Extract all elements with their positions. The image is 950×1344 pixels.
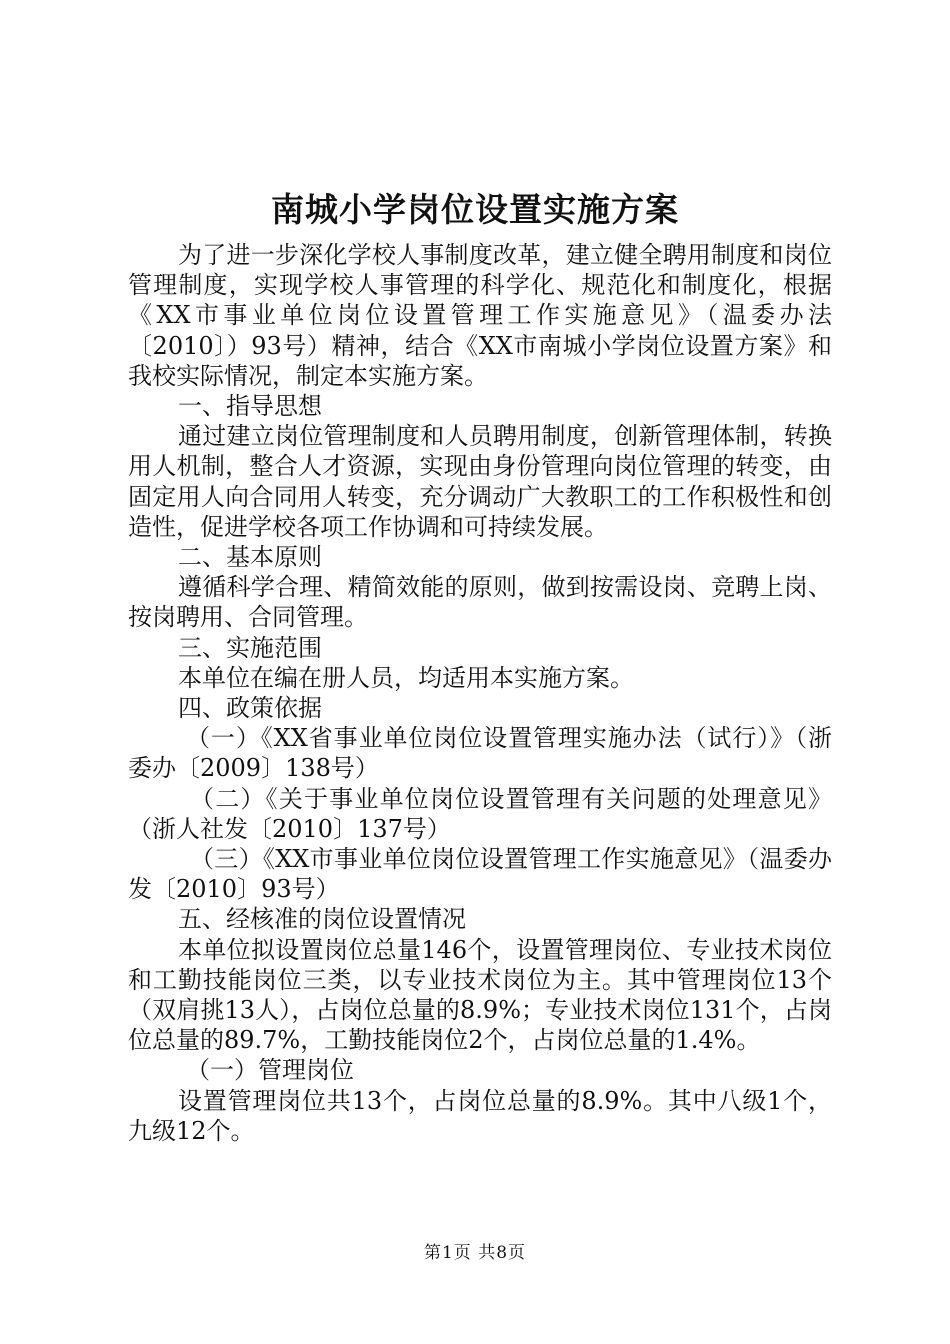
section-heading-guiding-thought: 一、指导思想: [178, 392, 322, 421]
section-heading-basic-principles: 二、基本原则: [178, 543, 322, 572]
policy-item-2: （二）《关于事业单位岗位设置管理有关问题的处理意见》（浙人社发〔2010〕137号）: [128, 784, 832, 843]
paragraph-scope: 本单位在编在册人员，均适用本实施方案。: [178, 663, 634, 692]
policy-item-1: （一）《XX省事业单位岗位设置管理实施办法（试行）》（浙委办〔2009〕138号）: [128, 724, 832, 783]
document-body: [128, 240, 832, 1146]
document-title: 南城小学岗位设置实施方案: [271, 190, 679, 229]
page-footer: 第1页 共8页: [423, 1243, 527, 1263]
paragraph-post-setting: 本单位拟设置岗位总量146个，设置管理岗位、专业技术岗位和工勤技能岗位三类，以专业技术岗位为主。其中管理岗位13个（双肩挑13人），占岗位总量的8.9%；专业技术岗位131个，占岗位总量的89.7%，工勤技能岗位2个，占岗位总量的1.4%。: [128, 935, 832, 1055]
paragraph-management-posts: 设置管理岗位共13个，占岗位总量的8.9%。其中八级1个，九级12个。: [128, 1086, 832, 1145]
paragraph-guiding-thought: 通过建立岗位管理制度和人员聘用制度，创新管理体制，转换用人机制，整合人才资源，实现由身份管理向岗位管理的转变，由固定用人向合同用人转变，充分调动广大教职工的工作积极性和创造性，促进学校各项工作协调和可持续发展。: [128, 422, 832, 541]
policy-item-3: （三）《XX市事业单位岗位设置管理工作实施意见》（温委办发〔2010〕93号）: [128, 845, 832, 904]
section-heading-post-setting: 五、经核准的岗位设置情况: [178, 905, 466, 934]
intro-paragraph: 为了进一步深化学校人事制度改革，建立健全聘用制度和岗位管理制度，实现学校人事管理的科学化、规范化和制度化，根据《XX市事业单位岗位设置管理工作实施意见》（温委办法〔2010〕）93号）精神，结合《XX市南城小学岗位设置方案》和我校实际情况，制定本实施方案。: [128, 241, 832, 390]
section-heading-policy-basis: 四、政策依据: [178, 694, 322, 723]
paragraph-basic-principles: 遵循科学合理、精简效能的原则，做到按需设岗、竞聘上岗、按岗聘用、合同管理。: [128, 573, 832, 632]
section-heading-scope: 三、实施范围: [178, 633, 322, 662]
subheading-management-posts: （一）管理岗位: [186, 1056, 354, 1085]
